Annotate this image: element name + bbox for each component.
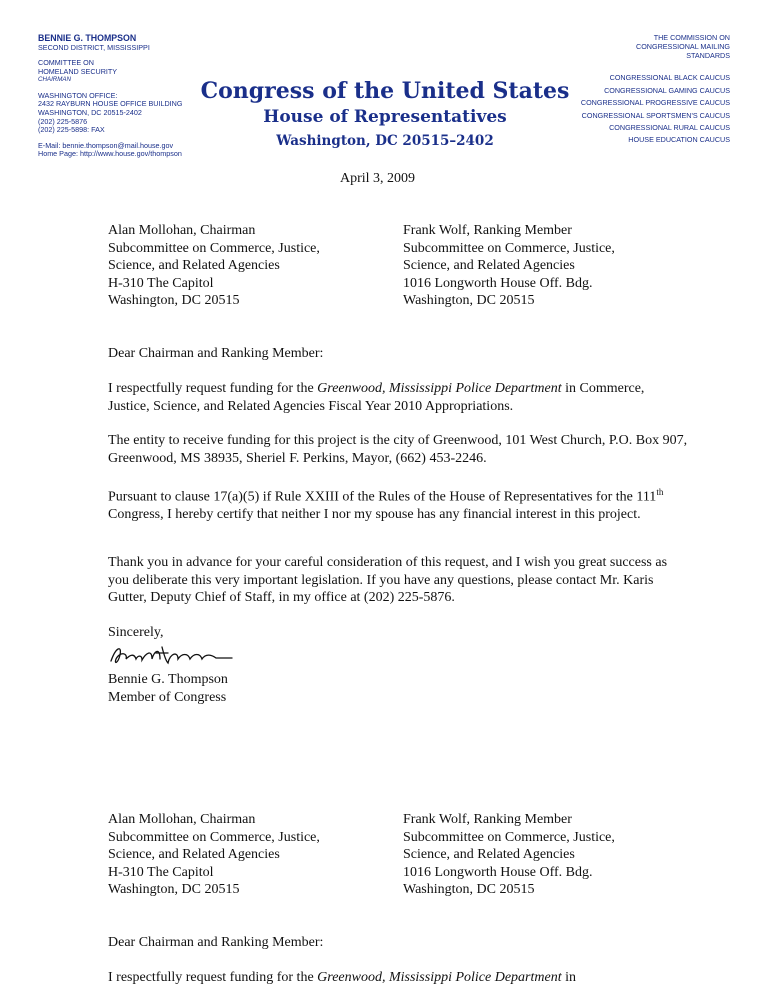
address-line: 1016 Longworth House Off. Bdg. xyxy=(403,864,593,880)
address-line: Washington, DC 20515 xyxy=(108,293,240,308)
address-line: Washington, DC 20515 xyxy=(403,293,535,308)
office-address1: 2432 RAYBURN HOUSE OFFICE BUILDING xyxy=(38,99,183,109)
superscript: th xyxy=(656,487,664,497)
commission-line3: STANDARDS xyxy=(686,50,730,60)
recipient-left-2 xyxy=(108,811,320,899)
homepage-line: Home Page: http://www.house.gov/thompson xyxy=(38,149,182,159)
text-run: in Commerce, Justice, Science, and Related Agencies Fiscal Year 2010 Appropriations. xyxy=(108,381,645,414)
address-line: Subcommittee on Commerce, Justice, xyxy=(403,240,615,256)
address-line: Science, and Related Agencies xyxy=(403,847,575,862)
salutation: Dear Chairman and Ranking Member: xyxy=(108,346,324,361)
address-line: Frank Wolf, Ranking Member xyxy=(403,812,572,827)
project-name: Greenwood, Mississippi Police Department xyxy=(317,381,562,396)
house-title: House of Representatives xyxy=(263,107,507,127)
text-run: I respectfully request funding for the xyxy=(108,970,318,985)
committee-line1: COMMITTEE ON xyxy=(38,58,94,68)
address-line: Alan Mollohan, Chairman xyxy=(108,223,256,238)
letter-date: April 3, 2009 xyxy=(340,171,416,186)
member-name: BENNIE G. THOMPSON xyxy=(38,33,137,43)
address-line: Frank Wolf, Ranking Member xyxy=(403,223,572,238)
commission-block xyxy=(520,34,730,60)
paragraph-entity: The entity to receive funding for this project is the city of Greenwood, 101 West Church, P.O. Box 907, Greenwood, MS 38935, Sheriel F. Perkins, Mayor, (662) 453-2246. xyxy=(108,433,688,466)
office-fax: (202) 225-5898: FAX xyxy=(38,125,105,135)
office-title: WASHINGTON OFFICE: xyxy=(38,90,118,100)
office-address2: WASHINGTON, DC 20515-2402 xyxy=(38,108,142,118)
address-line: Subcommittee on Commerce, Justice, xyxy=(108,829,320,845)
address-line: Subcommittee on Commerce, Justice, xyxy=(108,240,320,256)
recipient-right xyxy=(403,222,615,310)
paragraph-request xyxy=(108,380,688,415)
signer-name: Bennie G. Thompson xyxy=(108,672,228,687)
commission-line1: THE COMMISSION ON xyxy=(653,33,730,42)
congress-title: Congress of the United States xyxy=(200,78,570,104)
address-line: H-310 The Capitol xyxy=(108,864,214,880)
recipient-left xyxy=(108,222,320,310)
address-line: Washington, DC 20515 xyxy=(403,882,535,897)
address-line: Science, and Related Agencies xyxy=(108,258,280,273)
address-line: Alan Mollohan, Chairman xyxy=(108,812,256,827)
salutation-2: Dear Chairman and Ranking Member: xyxy=(108,935,324,950)
text-run: in xyxy=(561,970,576,985)
member-district: SECOND DISTRICT, MISSISSIPPI xyxy=(38,42,150,52)
text-run: Pursuant to clause 17(a)(5) if Rule XXIII of the Rules of the House of Representatives for the 111 xyxy=(108,489,657,505)
commission-line2: CONGRESSIONAL MAILING xyxy=(636,41,730,51)
text-run: I respectfully request funding for the xyxy=(108,381,318,396)
letterhead-right xyxy=(520,34,730,147)
paragraph-thanks: Thank you in advance for your careful consideration of this request, and I wish you great success as you deliberate this very important legislation. If you have any questions, please contact Mr. Karis Gutter, Deputy Chief of Staff, in my office at (202) 225-5876. xyxy=(108,555,668,605)
letterhead-center xyxy=(200,78,570,150)
signer-title: Member of Congress xyxy=(108,689,227,705)
signature-image xyxy=(108,641,238,671)
address-line: Washington, DC 20515 xyxy=(108,882,240,897)
recipient-right-2 xyxy=(403,811,615,899)
address-line: Science, and Related Agencies xyxy=(108,847,280,862)
caucus-item: CONGRESSIONAL RURAL CAUCUS xyxy=(609,123,730,133)
address-line: Science, and Related Agencies xyxy=(403,258,575,273)
paragraph-certification xyxy=(108,484,688,524)
caucus-item: HOUSE EDUCATION CAUCUS xyxy=(628,135,730,145)
committee-line2: HOMELAND SECURITY xyxy=(38,66,118,76)
caucus-item: CONGRESSIONAL BLACK CAUCUS xyxy=(609,73,730,83)
project-name: Greenwood, Mississippi Police Department xyxy=(317,970,562,985)
caucus-list xyxy=(520,72,730,146)
signature-block xyxy=(108,671,688,706)
closing: Sincerely, xyxy=(108,625,164,640)
committee-role: CHAIRMAN xyxy=(38,76,72,84)
office-phone: (202) 225-5876 xyxy=(38,116,88,126)
paragraph-request-2 xyxy=(108,969,688,987)
email-line: E-Mail: bennie.thompson@mail.house.gov xyxy=(38,140,174,150)
text-run: Congress, I hereby certify that neither I nor my spouse has any financial interest in this project. xyxy=(108,507,641,523)
caucus-item: CONGRESSIONAL GAMING CAUCUS xyxy=(604,85,730,95)
address-line: Subcommittee on Commerce, Justice, xyxy=(403,829,615,845)
caucus-item: CONGRESSIONAL SPORTSMEN'S CAUCUS xyxy=(581,110,730,120)
city-line: Washington, DC 20515–2402 xyxy=(276,133,494,149)
address-line: H-310 The Capitol xyxy=(108,275,214,291)
caucus-item: CONGRESSIONAL PROGRESSIVE CAUCUS xyxy=(580,98,730,108)
address-line: 1016 Longworth House Off. Bdg. xyxy=(403,275,593,291)
